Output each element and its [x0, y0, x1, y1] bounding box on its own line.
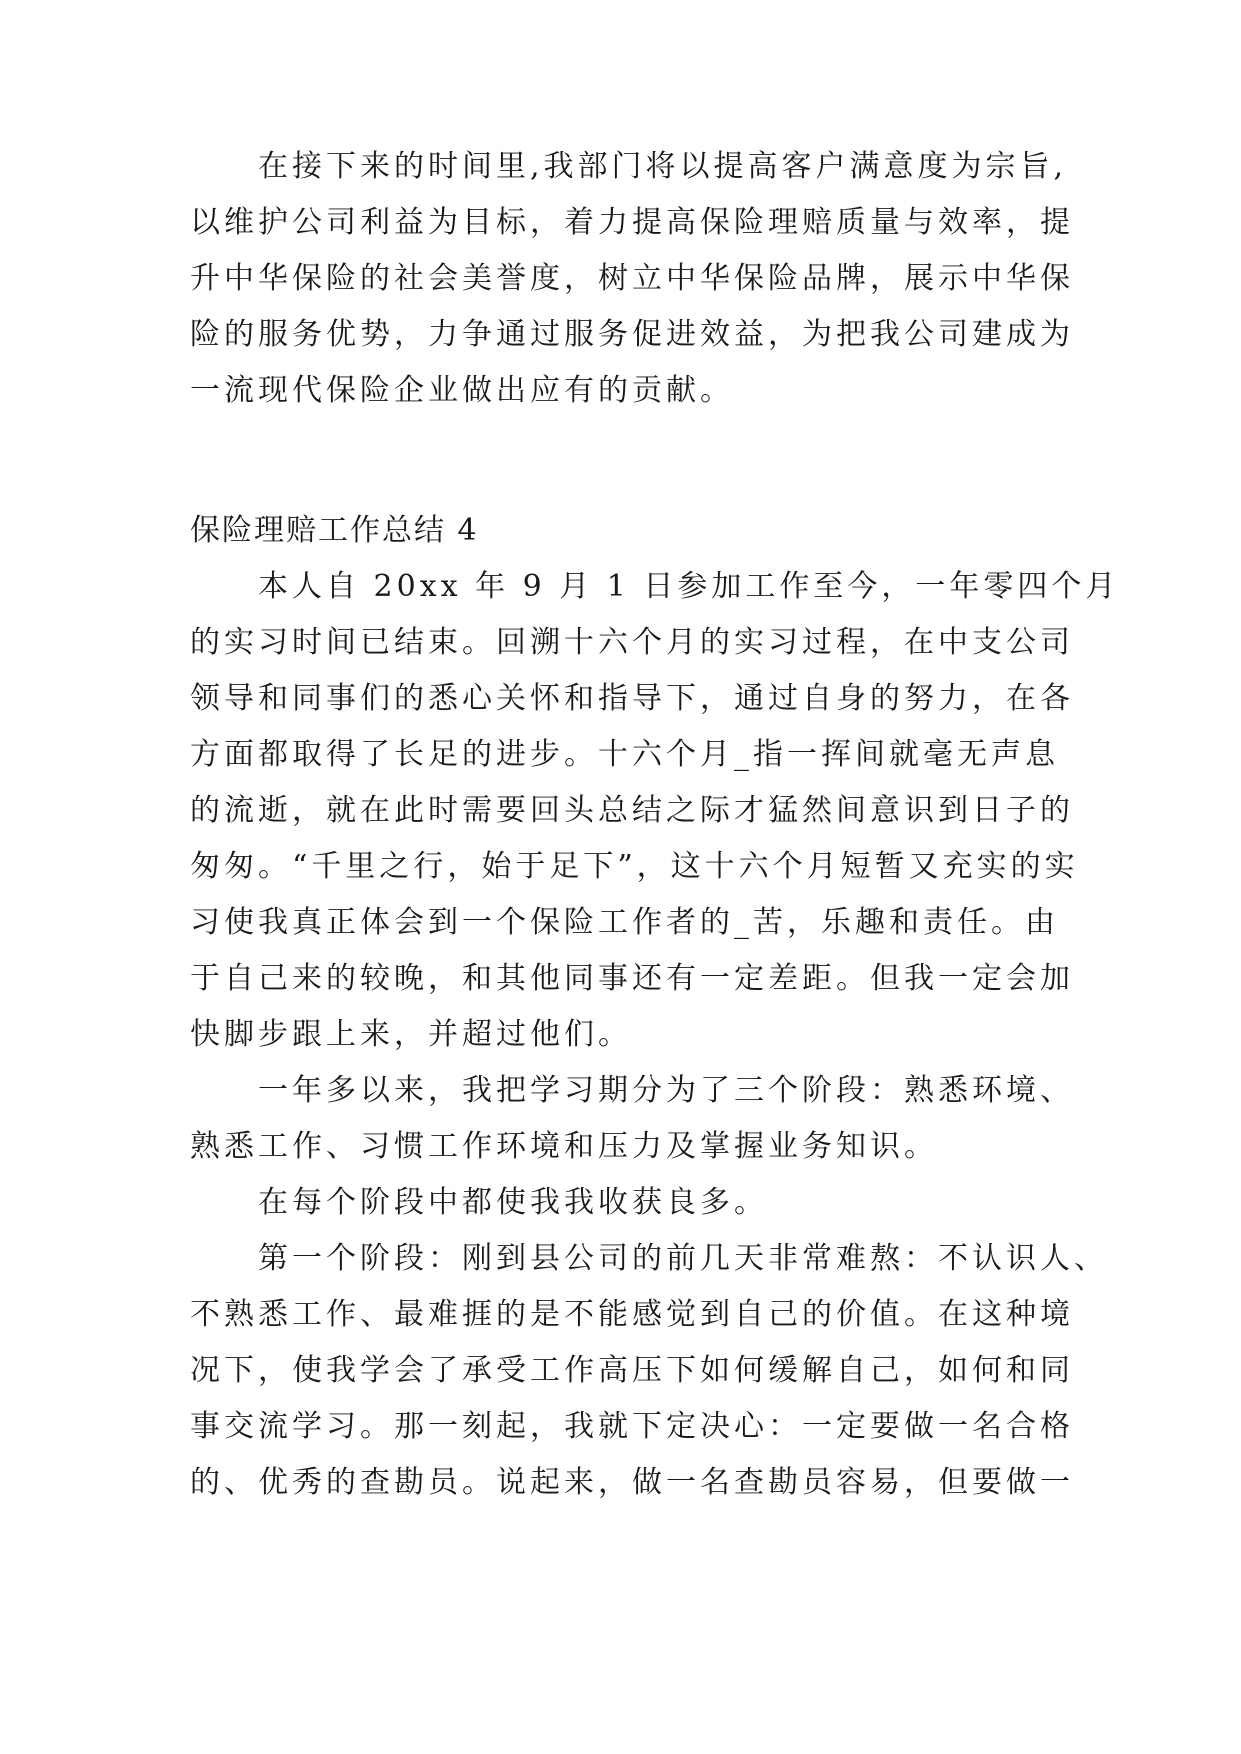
paragraph-line: 习使我真正体会到一个保险工作者的_苦，乐趣和责任。由 [190, 905, 1059, 940]
paragraph-line: 的、优秀的查勘员。说起来，做一名查勘员容易，但要做一 [190, 1465, 1074, 1500]
paragraph-line: 方面都取得了长足的进步。十六个月_指一挥间就毫无声息 [190, 737, 1059, 772]
section-title: 保险理赔工作总结 4 [190, 513, 479, 548]
paragraph-line: 本人自 20xx 年 9 月 1 日参加工作至今，一年零四个月 [258, 569, 1120, 604]
paragraph-line: 熟悉工作、习惯工作环境和压力及掌握业务知识。 [190, 1129, 938, 1164]
paragraph-line: 升中华保险的社会美誉度，树立中华保险品牌，展示中华保 [190, 261, 1074, 296]
paragraph-line: 的流逝，就在此时需要回头总结之际才猛然间意识到日子的 [190, 793, 1074, 828]
paragraph-line: 的实习时间已结束。回溯十六个月的实习过程，在中支公司 [190, 625, 1074, 660]
paragraph-line: 以维护公司利益为目标，着力提高保险理赔质量与效率，提 [190, 205, 1074, 240]
paragraph-line: 险的服务优势，力争通过服务促进效益，为把我公司建成为 [190, 317, 1074, 352]
paragraph-line: 领导和同事们的悉心关怀和指导下，通过自身的努力，在各 [190, 681, 1074, 716]
paragraph-line: 况下，使我学会了承受工作高压下如何缓解自己，如何和同 [190, 1353, 1074, 1388]
paragraph-line: 第一个阶段：刚到县公司的前几天非常难熬：不认识人、 [258, 1241, 1108, 1276]
paragraph-line: 在接下来的时间里,我部门将以提高客户满意度为宗旨, [258, 149, 1068, 184]
paragraph-line: 事交流学习。那一刻起，我就下定决心：一定要做一名合格 [190, 1409, 1074, 1444]
paragraph-line: 匆匆。“千里之行，始于足下”，这十六个月短暂又充实的实 [190, 849, 1079, 884]
paragraph-line: 快脚步跟上来，并超过他们。 [190, 1017, 632, 1052]
paragraph-line: 于自己来的较晚，和其他同事还有一定差距。但我一定会加 [190, 961, 1074, 996]
paragraph-line: 在每个阶段中都使我我收获良多。 [258, 1185, 768, 1220]
paragraph-line: 一年多以来，我把学习期分为了三个阶段：熟悉环境、 [258, 1073, 1074, 1108]
paragraph-line: 不熟悉工作、最难捱的是不能感觉到自己的价值。在这种境 [190, 1297, 1074, 1332]
paragraph-line: 一流现代保险企业做出应有的贡献。 [190, 373, 734, 408]
